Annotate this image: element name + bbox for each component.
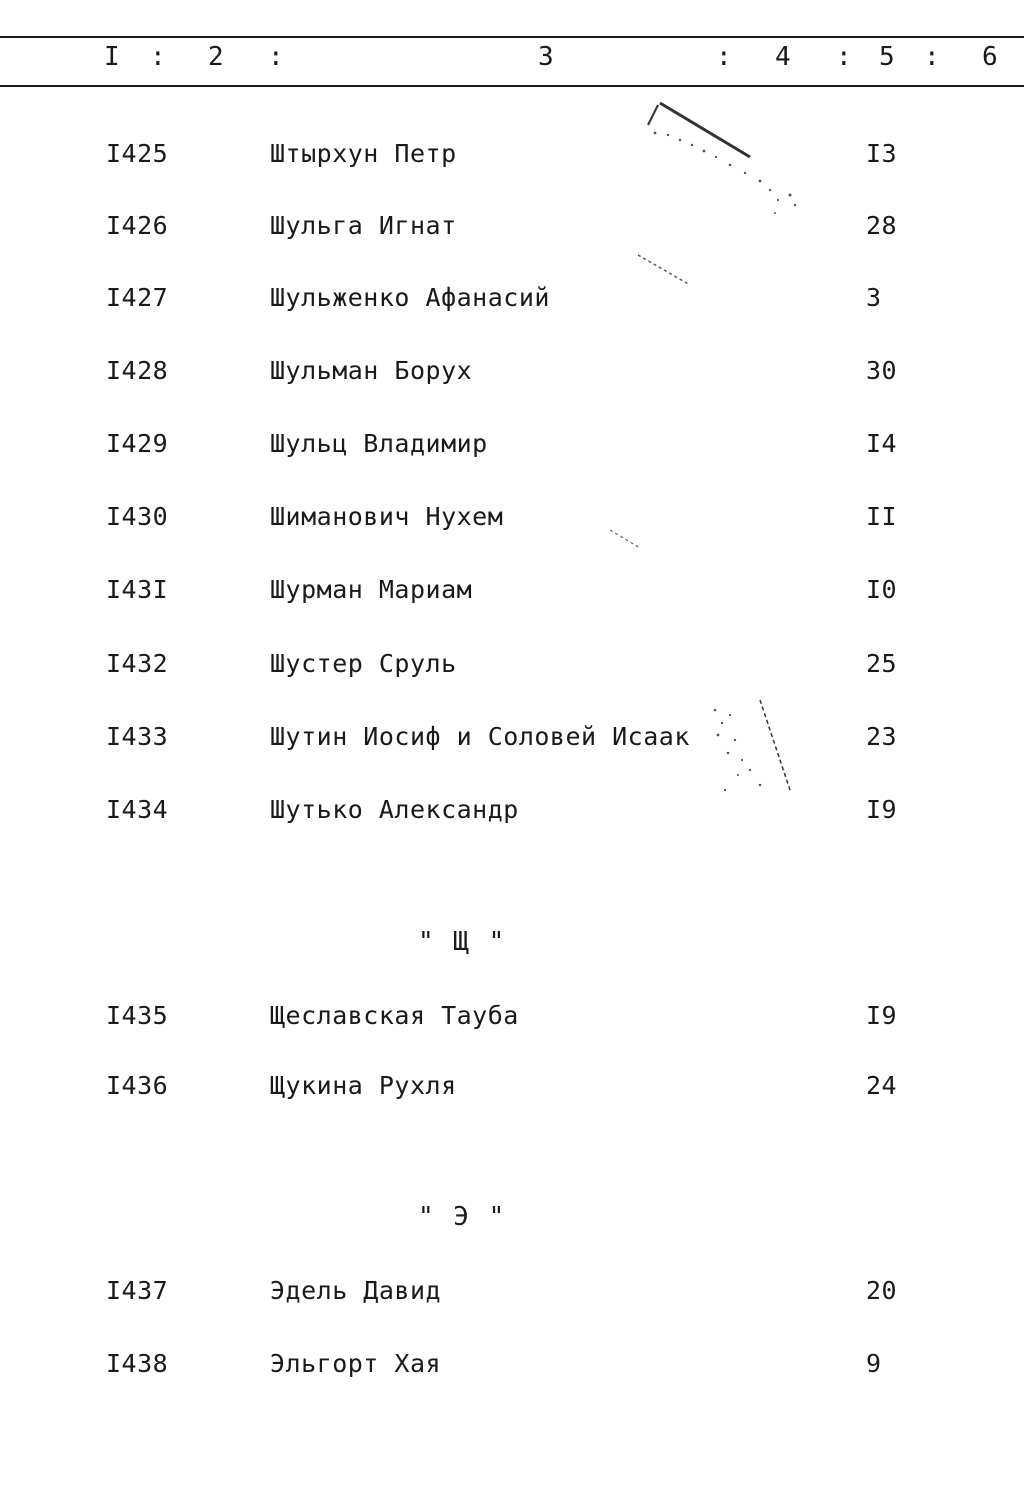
column-separator: : — [150, 42, 167, 72]
person-name: Эдель Давид — [270, 1276, 442, 1305]
record-number: I430 — [106, 502, 169, 531]
sheet-count: I9 — [866, 1001, 898, 1030]
faded-stamp-mark — [700, 695, 800, 805]
sheet-count: I4 — [866, 429, 898, 458]
header-top-rule — [0, 36, 1024, 38]
table-row — [0, 1347, 1024, 1381]
table-row — [0, 137, 1024, 171]
section-heading-shch: " Щ " — [418, 927, 507, 957]
column-header-6: 6 — [982, 42, 999, 72]
table-row — [0, 793, 1024, 827]
person-name: Эльгорт Хая — [270, 1349, 442, 1378]
record-number: I437 — [106, 1276, 169, 1305]
scan-speck — [600, 520, 660, 560]
person-name: Шустер Сруль — [270, 649, 457, 678]
table-row — [0, 999, 1024, 1033]
table-row — [0, 281, 1024, 315]
sheet-count: I9 — [866, 795, 898, 824]
person-name: Шутин Иосиф и Соловей Исаак — [270, 722, 690, 751]
sheet-count: II — [866, 502, 898, 531]
record-number: I436 — [106, 1071, 169, 1100]
table-row — [0, 1274, 1024, 1308]
sheet-count: 9 — [866, 1349, 882, 1378]
person-name: Шурман Мариам — [270, 575, 473, 604]
record-number: I432 — [106, 649, 169, 678]
table-row — [0, 573, 1024, 607]
record-number: I425 — [106, 139, 169, 168]
table-row — [0, 647, 1024, 681]
person-name: Шульга Игнат — [270, 211, 457, 240]
table-row — [0, 354, 1024, 388]
sheet-count: 24 — [866, 1071, 898, 1100]
record-number: I438 — [106, 1349, 169, 1378]
column-separator: : — [268, 42, 285, 72]
sheet-count: 30 — [866, 356, 898, 385]
record-number: I427 — [106, 283, 169, 312]
record-number: I435 — [106, 1001, 169, 1030]
person-name: Шульц Владимир — [270, 429, 488, 458]
column-header-2: 2 — [208, 42, 225, 72]
table-row — [0, 209, 1024, 243]
sheet-count: I0 — [866, 575, 898, 604]
sheet-count: 25 — [866, 649, 898, 678]
record-number: I433 — [106, 722, 169, 751]
record-number: I429 — [106, 429, 169, 458]
column-header-3: 3 — [538, 42, 555, 72]
person-name: Шульман Борух — [270, 356, 473, 385]
column-header-4: 4 — [775, 42, 792, 72]
column-header-5: 5 — [879, 42, 896, 72]
header-bottom-rule — [0, 85, 1024, 87]
column-separator: : — [716, 42, 733, 72]
sheet-count: 28 — [866, 211, 898, 240]
sheet-count: 23 — [866, 722, 898, 751]
column-separator: : — [924, 42, 941, 72]
person-name: Шутько Александр — [270, 795, 519, 824]
table-row — [0, 1069, 1024, 1103]
sheet-count: I3 — [866, 139, 898, 168]
record-number: I428 — [106, 356, 169, 385]
table-row — [0, 500, 1024, 534]
record-number: I434 — [106, 795, 169, 824]
column-separator: : — [836, 42, 853, 72]
table-row — [0, 427, 1024, 461]
person-name: Щукина Рухля — [270, 1071, 457, 1100]
faded-stamp-mark — [620, 95, 820, 295]
column-header-1: I — [104, 42, 121, 72]
sheet-count: 20 — [866, 1276, 898, 1305]
section-heading-e: " Э " — [418, 1202, 507, 1232]
table-row — [0, 720, 1024, 754]
person-name: Шульженко Афанасий — [270, 283, 550, 312]
person-name: Щеславская Тауба — [270, 1001, 519, 1030]
record-number: I426 — [106, 211, 169, 240]
record-number: I43I — [106, 575, 169, 604]
sheet-count: 3 — [866, 283, 882, 312]
person-name: Шиманович Нухем — [270, 502, 504, 531]
person-name: Штырхун Петр — [270, 139, 457, 168]
